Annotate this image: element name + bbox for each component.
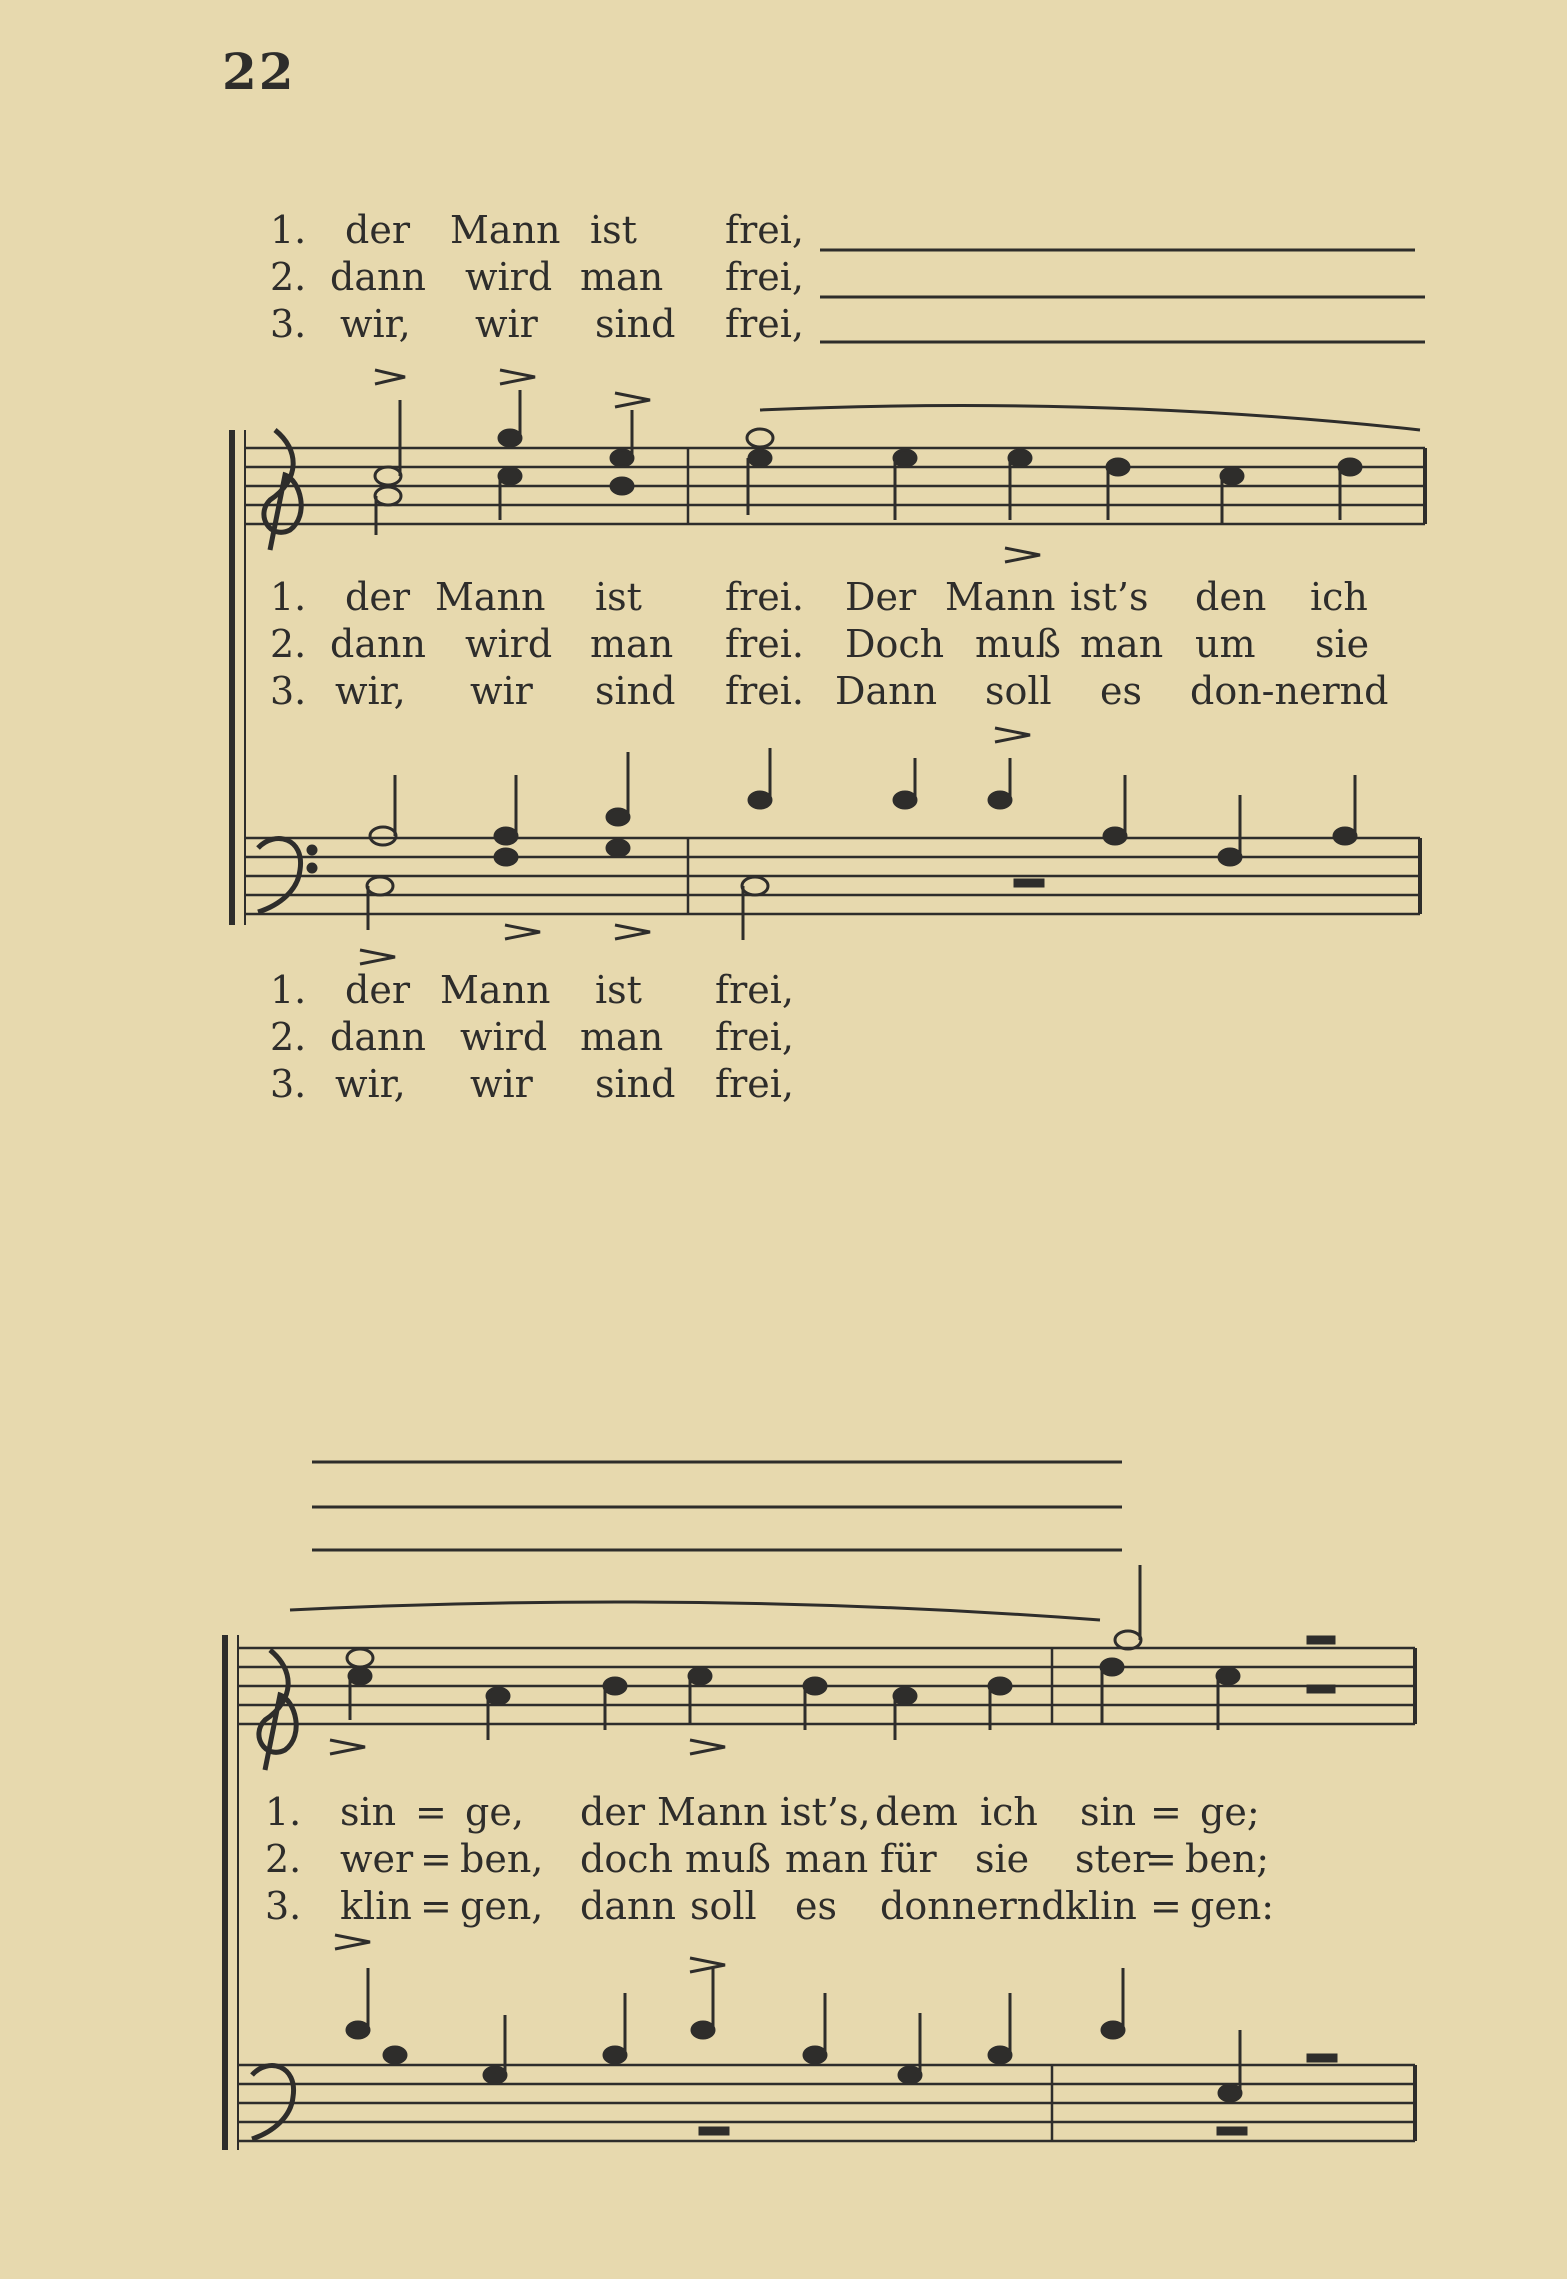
accent-mark bbox=[615, 393, 650, 407]
accent-mark bbox=[505, 925, 540, 939]
treble-notes bbox=[347, 1565, 1334, 1740]
accent-mark bbox=[500, 370, 535, 384]
accent-mark bbox=[375, 370, 405, 384]
bass-notes bbox=[367, 748, 1356, 940]
accent-mark bbox=[690, 1740, 725, 1754]
accent-mark bbox=[330, 1740, 365, 1754]
accent-mark bbox=[615, 925, 650, 939]
accent-mark bbox=[995, 728, 1030, 742]
bass-notes bbox=[347, 1968, 1336, 2134]
treble-staff bbox=[245, 448, 1425, 524]
slur bbox=[760, 406, 1420, 431]
bass-staff bbox=[245, 838, 1420, 914]
accent-mark bbox=[360, 950, 395, 964]
accent-mark bbox=[1005, 548, 1040, 562]
slur bbox=[290, 1602, 1100, 1620]
page-number: 22 bbox=[222, 42, 296, 101]
accent-mark bbox=[690, 1958, 725, 1972]
accent-mark bbox=[335, 1935, 370, 1949]
